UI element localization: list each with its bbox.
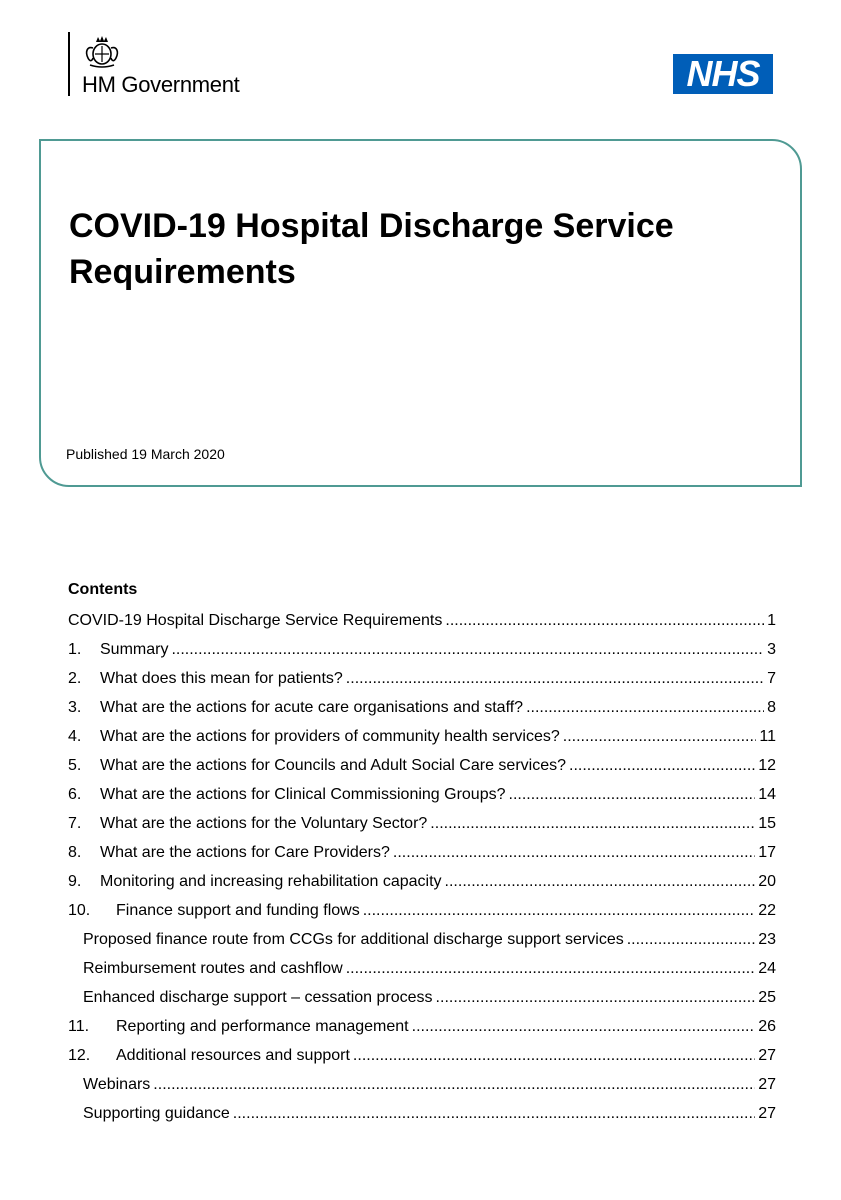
toc-entry-number: 11. xyxy=(68,1018,90,1035)
toc-entry-page: 26 xyxy=(758,1018,776,1035)
toc-entry-title: What are the actions for Clinical Commissioning Groups? xyxy=(100,786,506,803)
toc-entry-page: 1 xyxy=(767,612,776,629)
toc-entry-title: Webinars xyxy=(83,1076,151,1093)
toc-dot-leader xyxy=(353,1041,755,1070)
toc-entry-page: 23 xyxy=(758,931,776,948)
toc-entry[interactable] xyxy=(68,867,776,896)
table-of-contents xyxy=(68,606,776,1128)
toc-dot-leader xyxy=(346,664,764,693)
toc-entry-number: 2. xyxy=(68,670,82,687)
royal-crest-icon xyxy=(82,34,122,68)
toc-entry[interactable] xyxy=(68,751,776,780)
toc-dot-leader xyxy=(346,954,756,983)
toc-entry-number: 3. xyxy=(68,699,82,716)
toc-dot-leader xyxy=(430,809,755,838)
toc-entry-title: COVID-19 Hospital Discharge Service Requirements xyxy=(68,612,443,629)
toc-entry[interactable] xyxy=(68,809,776,838)
toc-dot-leader xyxy=(627,925,755,954)
toc-entry-page: 27 xyxy=(758,1076,776,1093)
document-title: COVID-19 Hospital Discharge Service Requirements xyxy=(69,207,674,291)
toc-entry[interactable] xyxy=(68,722,776,751)
toc-entry[interactable] xyxy=(68,1012,776,1041)
toc-entry[interactable] xyxy=(68,983,776,1012)
toc-entry-number: 9. xyxy=(68,873,82,890)
toc-dot-leader xyxy=(393,838,755,867)
hm-government-logo xyxy=(68,32,239,96)
toc-entry-page: 22 xyxy=(758,902,776,919)
toc-dot-leader xyxy=(436,983,756,1012)
toc-entry-title: Summary xyxy=(100,641,169,658)
toc-entry[interactable] xyxy=(68,780,776,809)
toc-entry-title: Monitoring and increasing rehabilitation capacity xyxy=(100,873,442,890)
toc-entry-page: 27 xyxy=(758,1047,776,1064)
toc-entry-number: 10. xyxy=(68,902,91,919)
toc-entry-title: What are the actions for Care Providers? xyxy=(100,844,390,861)
toc-entry-number: 7. xyxy=(68,815,82,832)
toc-entry-title: What are the actions for the Voluntary Sector? xyxy=(100,815,428,832)
logo-rule xyxy=(68,32,70,96)
toc-entry[interactable] xyxy=(68,838,776,867)
toc-entry-number: 4. xyxy=(68,728,82,745)
toc-entry-page: 27 xyxy=(758,1105,776,1122)
toc-entry[interactable] xyxy=(68,635,776,664)
toc-dot-leader xyxy=(171,635,764,664)
title-box xyxy=(39,139,802,487)
toc-dot-leader xyxy=(563,722,757,751)
toc-entry-title: What are the actions for providers of community health services? xyxy=(100,728,560,745)
toc-entry-page: 7 xyxy=(767,670,776,687)
toc-entry-title: Reimbursement routes and cashflow xyxy=(83,960,343,977)
toc-entry-page: 15 xyxy=(758,815,776,832)
toc-entry[interactable] xyxy=(68,1041,776,1070)
toc-entry-title: Proposed finance route from CCGs for additional discharge support services xyxy=(83,931,624,948)
toc-entry[interactable] xyxy=(68,896,776,925)
toc-dot-leader xyxy=(445,867,756,896)
toc-entry-page: 3 xyxy=(767,641,776,658)
toc-entry-page: 17 xyxy=(758,844,776,861)
toc-entry-page: 20 xyxy=(758,873,776,890)
toc-entry-page: 25 xyxy=(758,989,776,1006)
toc-dot-leader xyxy=(445,606,764,635)
toc-dot-leader xyxy=(233,1099,755,1128)
toc-entry-title: Additional resources and support xyxy=(116,1047,350,1064)
toc-entry-page: 12 xyxy=(758,757,776,774)
toc-entry-title: Reporting and performance management xyxy=(116,1018,409,1035)
toc-entry-page: 14 xyxy=(758,786,776,803)
toc-entry[interactable] xyxy=(68,925,776,954)
toc-entry-title: What are the actions for Councils and Adult Social Care services? xyxy=(100,757,567,774)
toc-dot-leader xyxy=(412,1012,756,1041)
toc-entry[interactable] xyxy=(68,954,776,983)
toc-entry[interactable] xyxy=(68,693,776,722)
toc-entry-page: 8 xyxy=(767,699,776,716)
toc-entry[interactable] xyxy=(68,606,776,635)
toc-dot-leader xyxy=(153,1070,755,1099)
toc-entry-title: What are the actions for acute care organisations and staff? xyxy=(100,699,524,716)
toc-entry-title: What does this mean for patients? xyxy=(100,670,343,687)
toc-dot-leader xyxy=(569,751,755,780)
toc-entry[interactable] xyxy=(68,664,776,693)
toc-entry-title: Supporting guidance xyxy=(83,1105,230,1122)
toc-entry-number: 12. xyxy=(68,1047,91,1064)
toc-entry-number: 6. xyxy=(68,786,82,803)
toc-dot-leader xyxy=(526,693,764,722)
toc-entry-number: 8. xyxy=(68,844,82,861)
toc-entry-page: 11 xyxy=(759,728,776,745)
nhs-logo: NHS xyxy=(673,54,773,94)
toc-entry-number: 1. xyxy=(68,641,82,658)
toc-entry-title: Finance support and funding flows xyxy=(116,902,360,919)
hm-government-text: HM Government xyxy=(82,72,240,97)
toc-entry[interactable] xyxy=(68,1070,776,1099)
toc-entry-page: 24 xyxy=(758,960,776,977)
toc-dot-leader xyxy=(363,896,755,925)
toc-entry-title: Enhanced discharge support – cessation process xyxy=(83,989,433,1006)
toc-entry-number: 5. xyxy=(68,757,82,774)
toc-entry[interactable] xyxy=(68,1099,776,1128)
contents-heading: Contents xyxy=(68,581,138,598)
toc-dot-leader xyxy=(509,780,756,809)
published-date: Published 19 March 2020 xyxy=(66,446,225,462)
